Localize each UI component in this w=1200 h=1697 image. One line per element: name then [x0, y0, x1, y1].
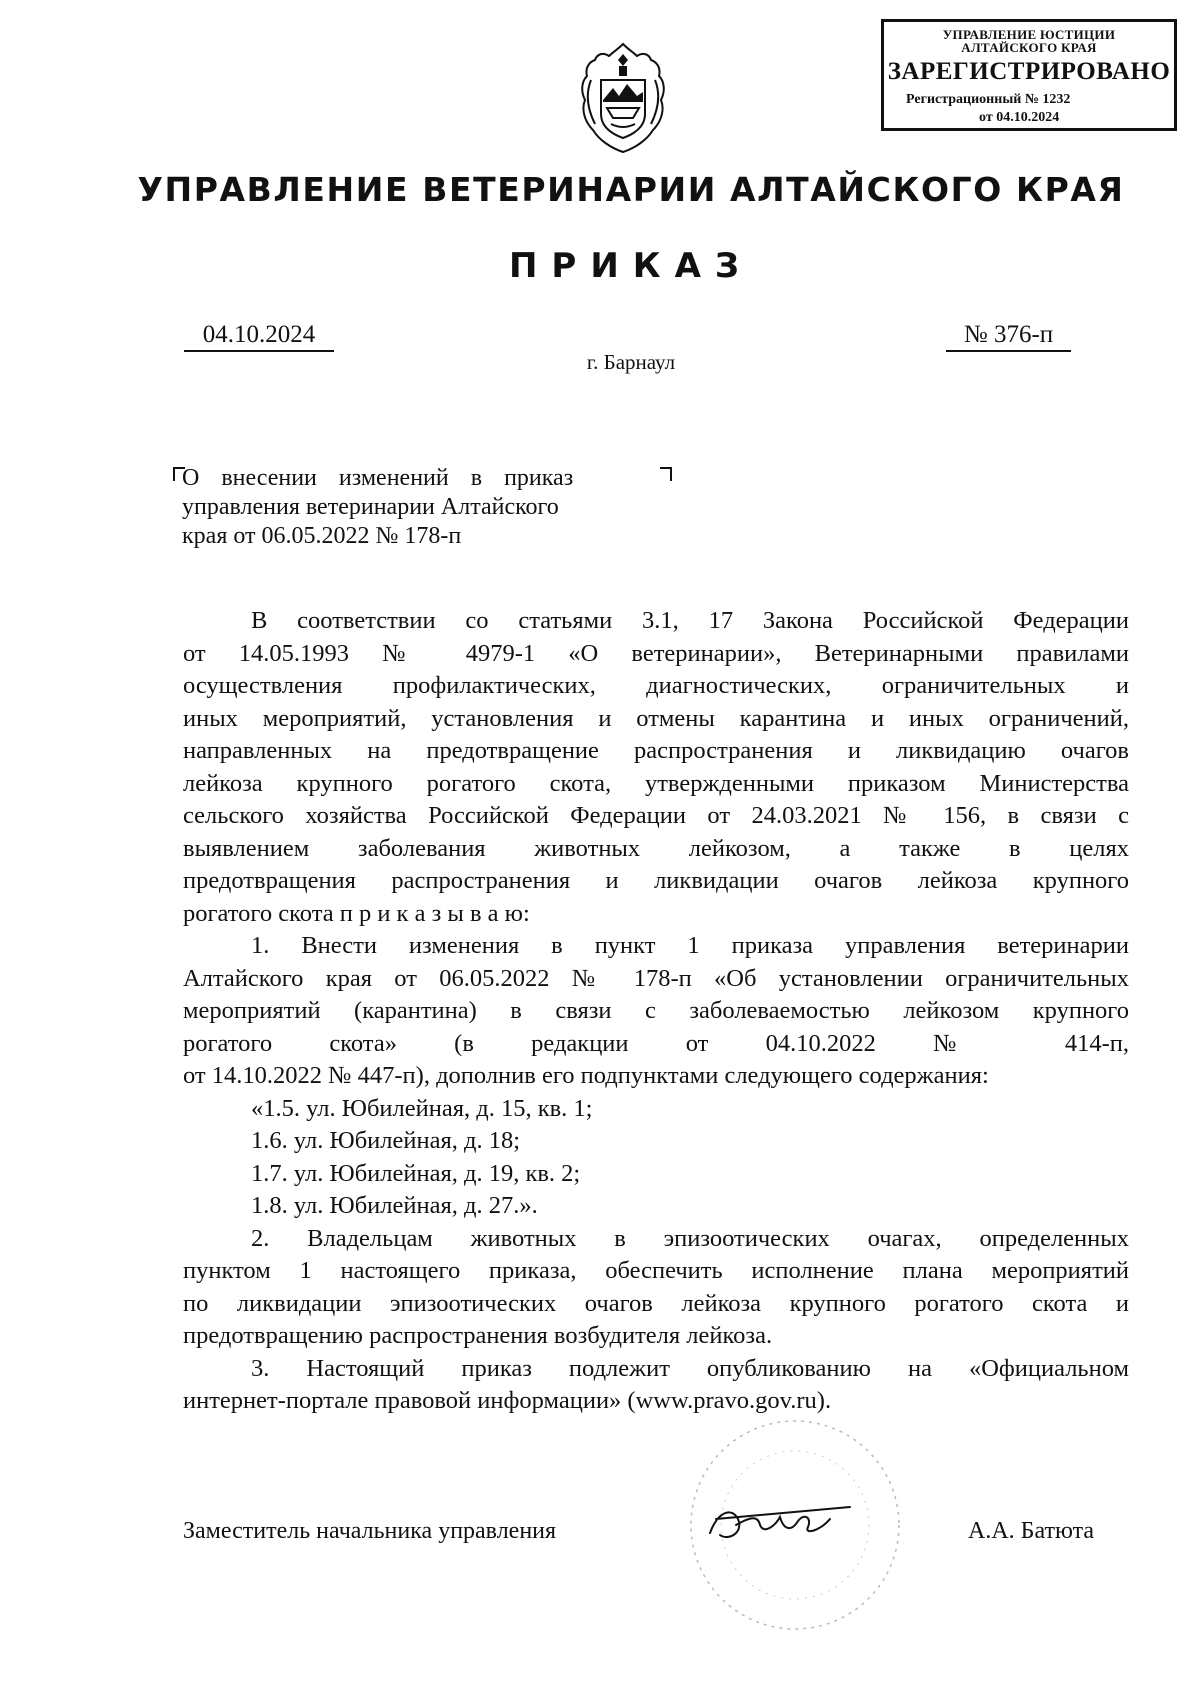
list-item: 1.6. ул. Юбилейная, д. 18; — [251, 1127, 521, 1154]
subject-line: О внесении изменений в приказ — [182, 465, 574, 491]
body-line: мероприятий (карантина) в связи с заболеваемостью лейкозом крупного — [183, 997, 1129, 1024]
subject-line: управления ветеринарии Алтайского — [182, 494, 559, 520]
list-item: 1.8. ул. Юбилейная, д. 27.». — [251, 1192, 538, 1219]
body-line: Алтайского края от 06.05.2022 № 178-п «Об установлении ограничительных — [183, 964, 1129, 992]
body-line: 1. Внести изменения в пункт 1 приказа управления ветеринарии — [251, 932, 1129, 959]
stamp-reg-date: от 04.10.2024 — [979, 110, 1060, 125]
signatory-name: А.А. Батюта — [968, 1518, 1095, 1544]
body-line: интернет-портале правовой информации» (www.pravo.gov.ru). — [183, 1387, 832, 1414]
body-line: лейкоза крупного рогатого скота, утвержденными приказом Министерства — [183, 769, 1129, 797]
document-subject — [182, 464, 662, 551]
signatory-position: Заместитель начальника управления — [183, 1518, 557, 1544]
body-line: рогатого скота п р и к а з ы в а ю: — [183, 899, 530, 927]
body-line: 3. Настоящий приказ подлежит опубликованию на «Официальном — [251, 1354, 1129, 1382]
registration-stamp — [881, 19, 1177, 131]
body-line: осуществления профилактических, диагностических, ограничительных и — [183, 672, 1129, 699]
stamp-reg-number: Регистрационный № 1232 — [906, 92, 1071, 107]
list-item: 1.7. ул. Юбилейная, д. 19, кв. 2; — [251, 1159, 581, 1187]
body-line: направленных на предотвращение распространения и ликвидацию очагов — [183, 737, 1129, 764]
body-line: иных мероприятий, установления и отмены карантина и иных ограничений, — [183, 704, 1129, 732]
body-line: от 14.10.2022 № 447-п), дополнив его подпунктами следующего содержания: — [183, 1062, 989, 1089]
body-line: по ликвидации эпизоотических очагов лейкоза крупного рогатого скота и — [183, 1289, 1129, 1317]
stamp-status: ЗАРЕГИСТРИРОВАНО — [887, 58, 1171, 85]
agency-name: УПРАВЛЕНИЕ ВЕТЕРИНАРИИ АЛТАЙСКОГО КРАЯ — [137, 170, 1125, 209]
document-body — [183, 605, 1129, 1418]
body-line: от 14.05.1993 № 4979-1 «О ветеринарии», Ветеринарными правилами — [183, 639, 1129, 667]
document-number: № 376-п — [946, 320, 1071, 352]
coat-of-arms-emblem — [573, 40, 673, 156]
body-line: В соответствии со статьями 3.1, 17 Закона Российской Федерации — [251, 607, 1129, 634]
body-line: 2. Владельцам животных в эпизоотических очагах, определенных — [251, 1224, 1129, 1252]
document-date: 04.10.2024 — [184, 320, 334, 352]
document-city: г. Барнаул — [586, 350, 676, 374]
document-type: ПРИКАЗ — [508, 246, 754, 286]
stamp-org-line-1: УПРАВЛЕНИЕ ЮСТИЦИИ — [942, 27, 1116, 42]
subject-line: края от 06.05.2022 № 178-п — [182, 523, 462, 549]
stamp-org-line-2: АЛТАЙСКОГО КРАЯ — [961, 40, 1097, 55]
body-line: предотвращения распространения и ликвидации очагов лейкоза крупного — [183, 867, 1129, 894]
seal-and-signature — [680, 1395, 910, 1655]
body-line: сельского хозяйства Российской Федерации от 24.03.2021 № 156, в связи с — [183, 802, 1129, 829]
body-line: выявлением заболевания животных лейкозом, а также в целях — [183, 834, 1129, 862]
body-line: рогатого скота» (в редакции от 04.10.2022 № 414-п, — [183, 1029, 1129, 1057]
body-line: пунктом 1 настоящего приказа, обеспечить исполнение плана мероприятий — [183, 1257, 1129, 1284]
list-item: «1.5. ул. Юбилейная, д. 15, кв. 1; — [251, 1094, 593, 1122]
body-line: предотвращению распространения возбудителя лейкоза. — [183, 1322, 773, 1349]
